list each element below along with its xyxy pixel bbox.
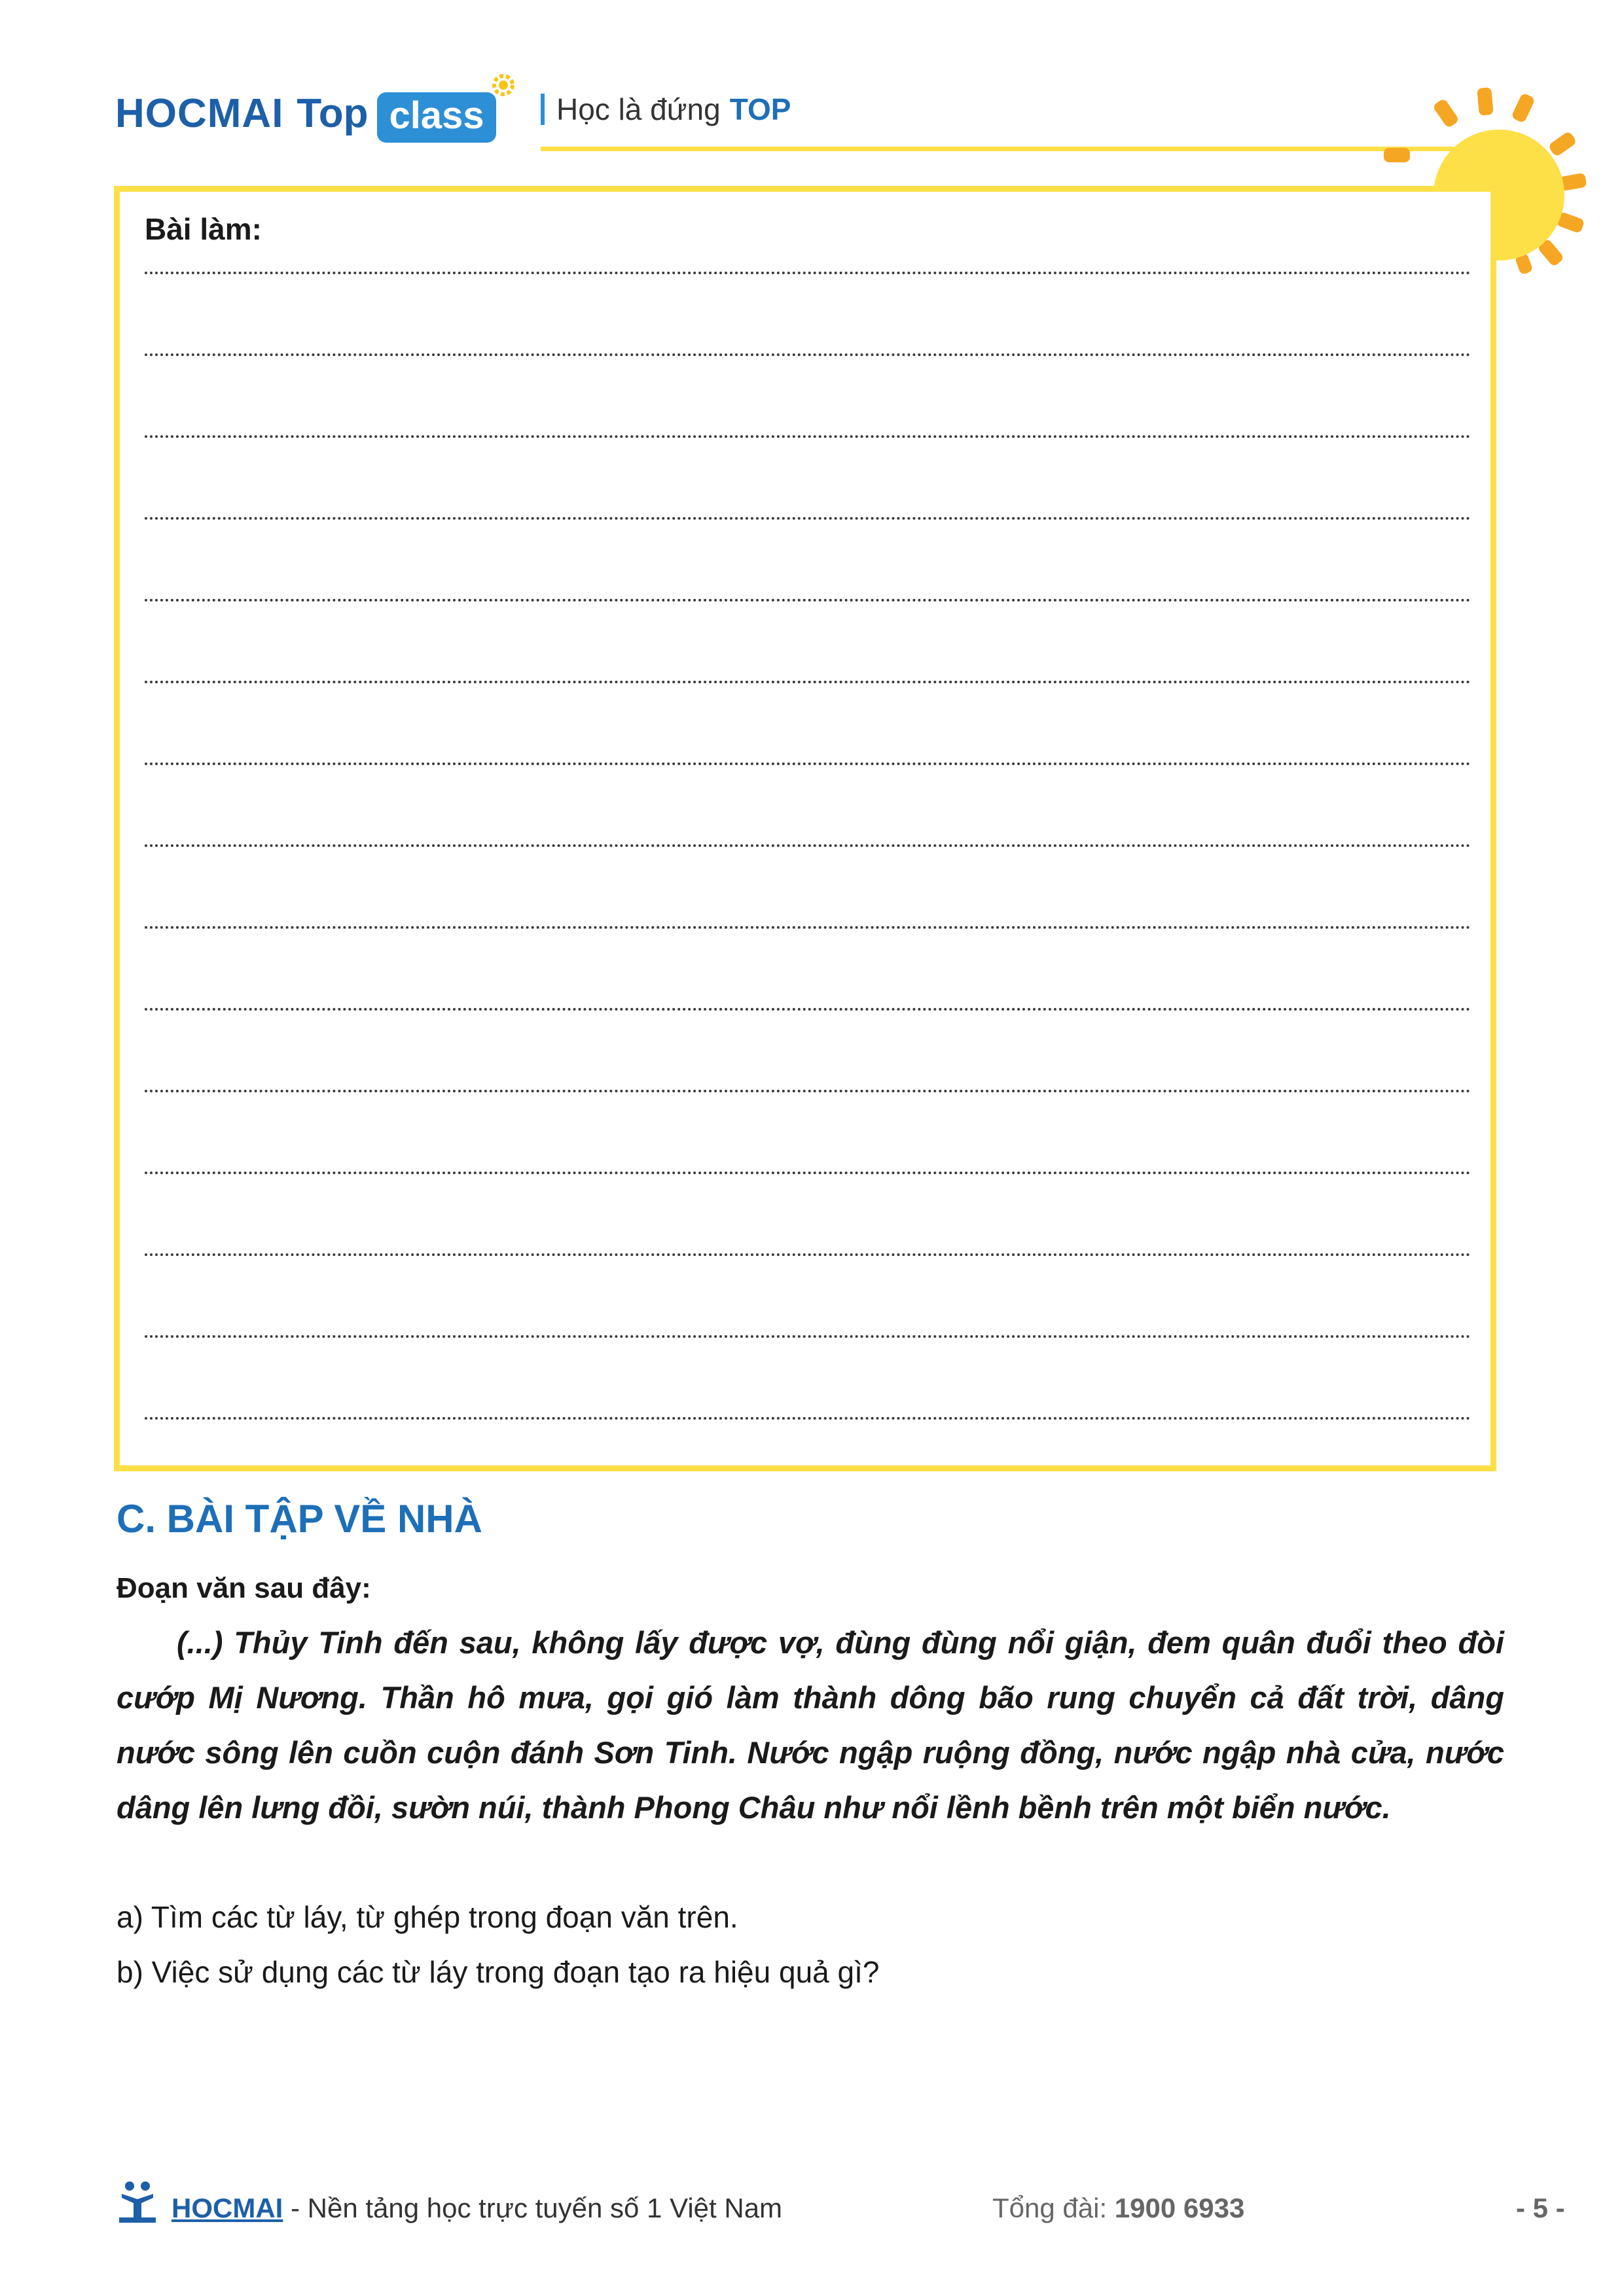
writing-line[interactable] (145, 272, 1471, 274)
writing-line[interactable] (145, 762, 1471, 765)
footer-slogan-text: - Nền tảng học trực tuyến số 1 Việt Nam (283, 2193, 783, 2223)
writing-line[interactable] (145, 1335, 1471, 1338)
footer-brand-link[interactable]: HOCMAI (171, 2193, 283, 2223)
passage-intro: Đoạn văn sau đây: (117, 1572, 371, 1604)
tagline-divider (541, 94, 545, 125)
writing-line[interactable] (145, 517, 1471, 520)
writing-line[interactable] (145, 599, 1471, 601)
writing-line[interactable] (145, 1090, 1471, 1092)
question-a: a) Tìm các từ láy, từ ghép trong đoạn văn trên. (117, 1900, 738, 1934)
writing-line[interactable] (145, 926, 1471, 929)
hotline-label: Tổng đài: (992, 2193, 1115, 2223)
hocmai-footer-logo-icon (117, 2179, 158, 2223)
writing-line[interactable] (145, 1172, 1471, 1174)
tagline-text: Học là đứng (556, 92, 721, 126)
writing-line[interactable] (145, 681, 1471, 683)
writing-line[interactable] (145, 1417, 1471, 1420)
page-number: - 5 - (1516, 2193, 1565, 2223)
footer-slogan (171, 2193, 782, 2224)
writing-line[interactable] (145, 353, 1471, 356)
hotline-number: 1900 6933 (1114, 2193, 1245, 2223)
section-title: C. BÀI TẬP VỀ NHÀ (117, 1497, 482, 1541)
writing-line[interactable] (145, 435, 1471, 438)
gear-icon (488, 70, 518, 100)
answer-label: Bài làm: (145, 212, 262, 246)
question-b: b) Việc sử dụng các từ láy trong đoạn tạo ra hiệu quả gì? (117, 1955, 880, 1989)
tagline (541, 92, 791, 127)
passage-text: (...) Thủy Tinh đến sau, không lấy được vợ, đùng đùng nổi giận, đem quân đuổi theo đòi cướp Mị Nương. Thần hô mưa, gọi gió làm thành dông bão rung chuyển cả đất trời, dâng nước sông lên cuồn cuộn đánh Sơn Tinh. Nước ngập ruộng đồng, nước ngập nhà cửa, nước dâng lên lưng đồi, sườn núi, thành Phong Châu như nổi lềnh bềnh trên một biển nước. (117, 1625, 1504, 1825)
answer-box (114, 186, 1496, 1471)
writing-line[interactable] (145, 1008, 1471, 1011)
logo-class-badge (377, 92, 496, 143)
logo-top-text: Top (297, 90, 369, 136)
writing-line[interactable] (145, 1253, 1471, 1256)
tagline-emphasis: TOP (729, 92, 791, 126)
logo-class-text: class (389, 94, 484, 137)
writing-line[interactable] (145, 844, 1471, 847)
logo-hocmai-text: HOCMAI (115, 90, 284, 136)
footer-hotline (992, 2193, 1244, 2224)
hocmai-topclass-logo (115, 77, 496, 149)
